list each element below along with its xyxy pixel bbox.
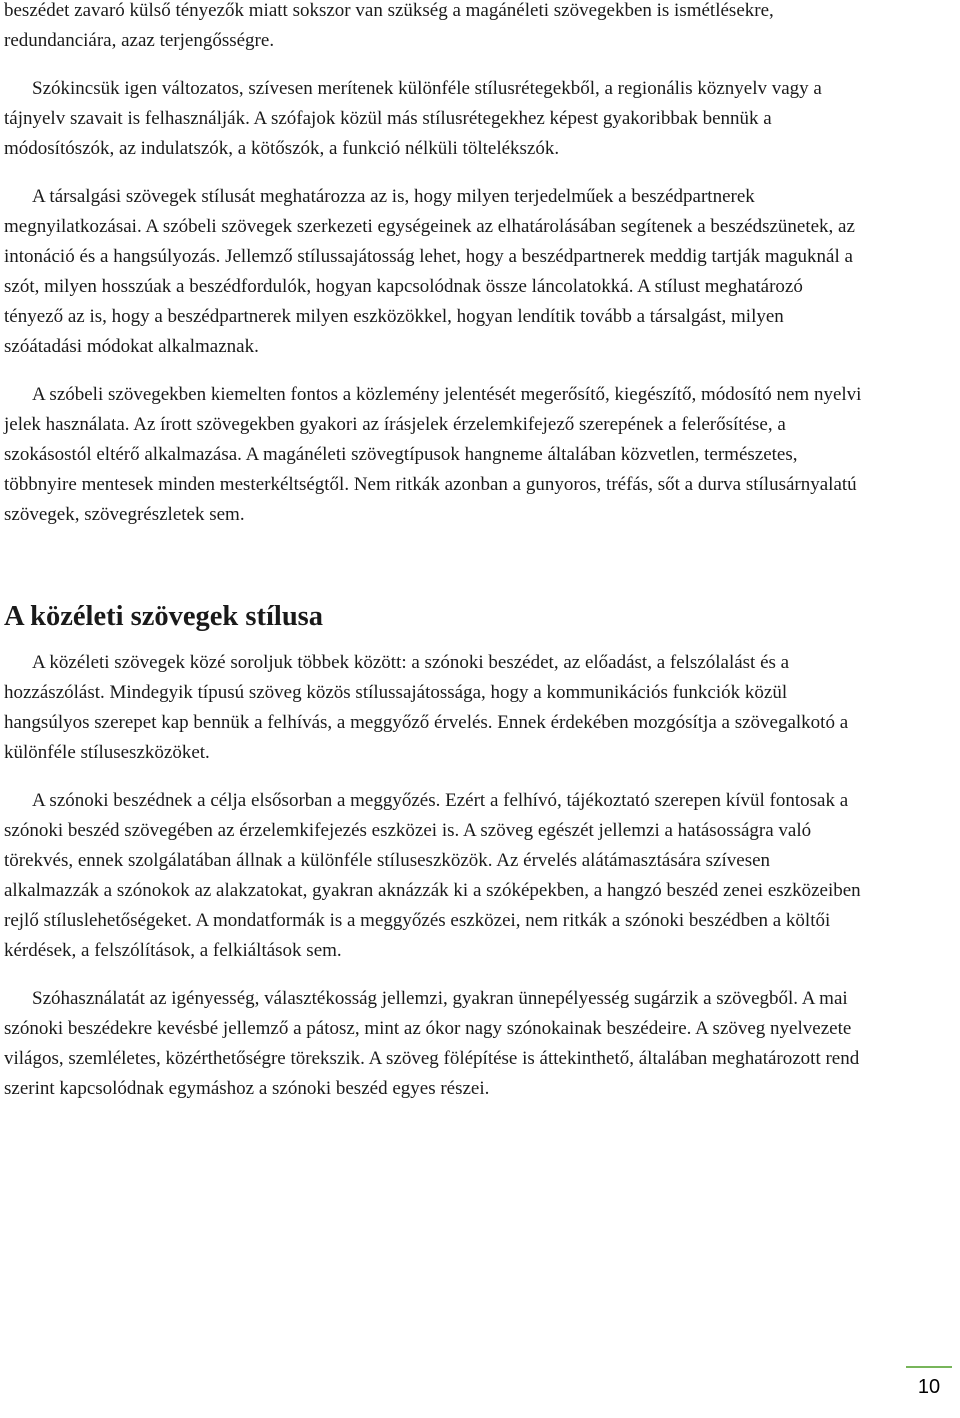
paragraph-word-usage: Szóhasználatát az igényesség, választékosság jellemzi, gyakran ünnepélyesség sugárzik a szövegből. A mai szónoki beszédekre kevésbé jellemző a pátosz, mint az ókor nagy szónokainak beszédeire. A szöveg nyelvezete világos, szemléletes, közérthetőségre törekszik. A szöveg fölépítése is áttekinthető, általában meghatározott rend szerint kapcsolódnak egymáshoz a szónoki beszéd egyes részei. (4, 988, 860, 1099)
document-page (4, 0, 864, 1122)
paragraph-public-texts: A közéleti szövegek közé soroljuk többek között: a szónoki beszédet, az előadást, a felszólalást és a hozzászólást. Mindegyik típusú szöveg közös stílussajátossága, hogy a kommunikációs funkciók közül hangsúlyos szerepet kap bennük a felhívás, a meggyőző érvelés. Ennek érdekében mozgósítja a szövegalkotó a különféle stíluseszközöket. (4, 652, 849, 763)
page-number: 10 (906, 1366, 952, 1406)
paragraph-oratory-purpose: A szónoki beszédnek a célja elsősorban a meggyőzés. Ezért a felhívó, tájékoztató szerepen kívül fontosak a szónoki beszéd szövegében az érzelemkifejezés eszközei is. A szöveg egészét jellemzi a hatásosságra való törekvés, ennek szolgálatában állnak a különféle stíluseszközök. Az érvelés alátámasztására szívesen alkalmazzák a szónokok az alakzatokat, gyakran aknázzák ki a szóképekben, a hangzó beszéd zenei eszközeiben rejlő stíluslehetőségeket. A mondatformák is a meggyőzés eszközei, nem ritkák a szónoki beszédben a költői kérdések, a felszólítások, a felkiáltások sem. (4, 790, 861, 961)
paragraph-nonverbal-signs: A szóbeli szövegekben kiemelten fontos a közlemény jelentését megerősítő, kiegészítő, módosító nem nyelvi jelek használata. Az írott szövegekben gyakori az írásjelek érzelemkifejező szerepének a felerősítése, a szokásostól eltérő alkalmazása. A magánéleti szövegtípusok hangneme általában közvetlen, természetes, többnyire mentesek minden mesterkéltségtől. Nem ritkák azonban a gunyoros, tréfás, sőt a durva stílusárnyalatú szövegek, szövegrészletek sem. (4, 384, 862, 525)
section-heading: A közéleti szövegek stílusa (4, 601, 324, 632)
paragraph-vocabulary: Szókincsük igen változatos, szívesen merítenek különféle stílusrétegekből, a regionális köznyelv vagy a tájnyelv szavait is felhasználják. A szófajok közül más stílusrétegekhez képest gyakoribbak bennük a módosítószók, az indulatszók, a kötőszók, a funkció nélküli töltelékszók. (4, 78, 822, 159)
paragraph-continuation: beszédet zavaró külső tényezők miatt sokszor van szükség a magánéleti szövegekben is ismétlésekre, redundanciára, azaz terjengősségre. (4, 0, 774, 51)
paragraph-conversation-style: A társalgási szövegek stílusát meghatározza az is, hogy milyen terjedelműek a beszédpartnerek megnyilatkozásai. A szóbeli szövegek szerkezeti egységeinek az elhatárolásában segítenek a beszédszünetek, az intonáció és a hangsúlyozás. Jellemző stílussajátosság lehet, hogy a beszédpartnerek meddig tartják maguknál a szót, milyen hosszúak a beszédfordulók, hogyan kapcsolódnak össze láncolatokká. A stílust meghatározó tényező az is, hogy a beszédpartnerek milyen eszközökkel, hogyan lendítik tovább a társalgást, milyen szóátadási módokat alkalmaznak. (4, 186, 855, 357)
